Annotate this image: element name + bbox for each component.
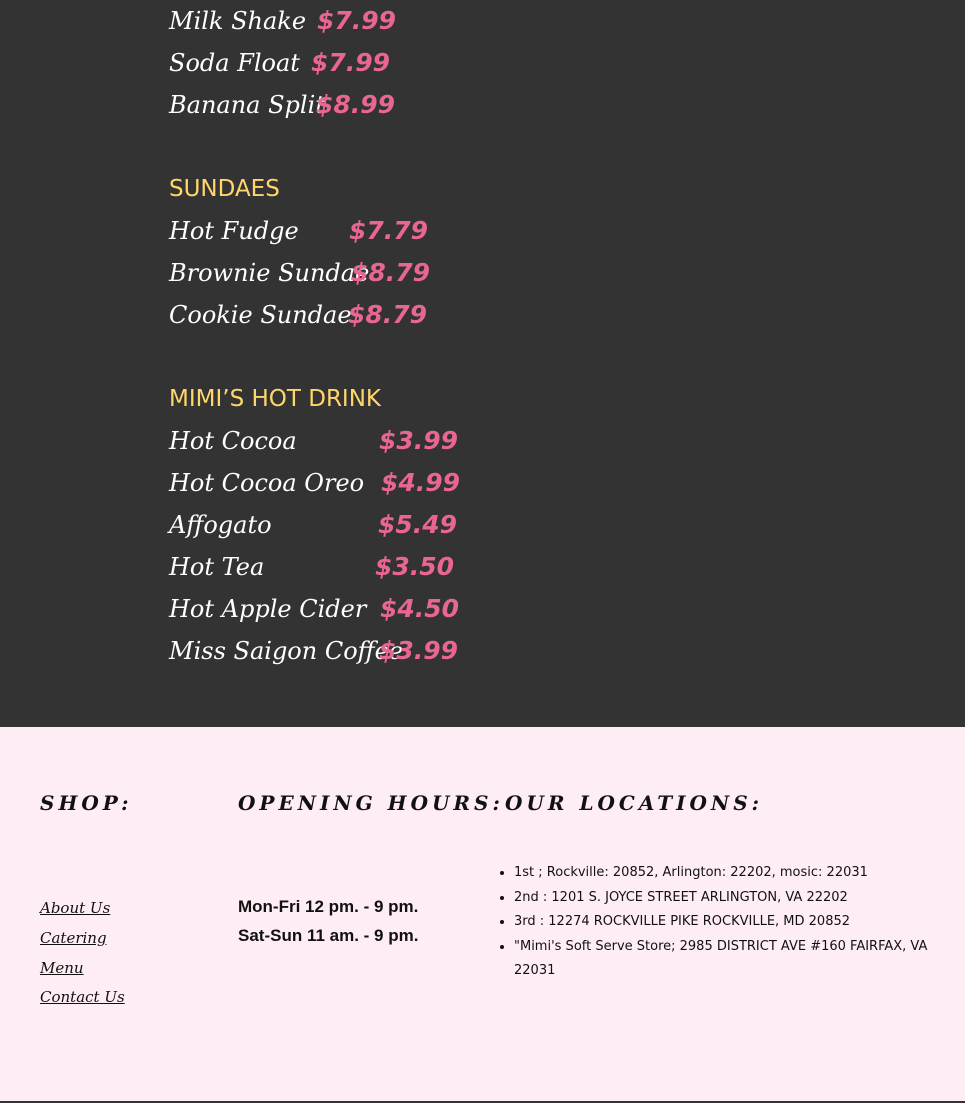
menu-item-name: Hot Tea <box>169 553 265 581</box>
nav-link-about-us[interactable]: About Us <box>40 899 111 917</box>
menu-item-name: Banana Split <box>169 91 325 119</box>
menu-item-name: Affogato <box>169 511 272 539</box>
sundaes-heading: SUNDAES <box>169 176 280 202</box>
menu-item-name: Hot Fudge <box>169 217 299 245</box>
menu-item-name: Miss Saigon Coffee <box>169 637 404 665</box>
menu-item-price: $7.79 <box>349 216 429 245</box>
menu-item-price: $8.79 <box>348 300 428 329</box>
locations-heading: OUR LOCATIONS: <box>505 791 764 815</box>
nav-link-catering[interactable]: Catering <box>40 929 107 947</box>
menu-item-price: $7.99 <box>311 48 391 77</box>
menu-item-price: $8.99 <box>316 90 396 119</box>
location-item: • 1st ; Rockville: 20852, Arlington: 22202, mosic: 22031 <box>514 861 944 886</box>
menu-item-name: Soda Float <box>169 49 300 77</box>
menu-item-price: $7.99 <box>317 6 397 35</box>
hours-weekday: Mon-Fri 12 pm. - 9 pm. <box>238 897 419 916</box>
location-item: • "Mimi's Soft Serve Store; 2985 DISTRICT AVE #160 FAIRFAX, VA 22031 <box>514 935 944 984</box>
menu-item-price: $8.79 <box>351 258 431 287</box>
opening-hours-heading: OPENING HOURS: <box>238 791 504 815</box>
locations-list <box>496 861 944 984</box>
menu-item-price: $4.99 <box>381 468 461 497</box>
nav-link-menu[interactable]: Menu <box>40 959 84 977</box>
menu-item-price: $5.49 <box>378 510 458 539</box>
nav-link-contact-us[interactable]: Contact Us <box>40 988 125 1006</box>
hours-weekend: Sat-Sun 11 am. - 9 pm. <box>238 926 419 945</box>
menu-item-name: Brownie Sundae <box>169 259 370 287</box>
location-item: • 2nd : 1201 S. JOYCE STREET ARLINGTON, VA 22202 <box>514 886 944 911</box>
menu-item-name: Hot Cocoa Oreo <box>169 469 365 497</box>
menu-item-price: $3.99 <box>379 426 459 455</box>
menu-item-price: $3.99 <box>379 636 459 665</box>
menu-item-name: Milk Shake <box>169 7 307 35</box>
menu-item-name: Hot Apple Cider <box>169 595 367 623</box>
menu-item-price: $4.50 <box>380 594 460 623</box>
drinks-heading: MIMI’S HOT DRINK <box>169 386 381 412</box>
menu-item-name: Cookie Sundae <box>169 301 352 329</box>
menu-item-name: Hot Cocoa <box>169 427 297 455</box>
footer <box>0 727 965 1103</box>
shop-heading: SHOP: <box>40 791 133 815</box>
location-item: • 3rd : 12274 ROCKVILLE PIKE ROCKVILLE, MD 20852 <box>514 910 944 935</box>
menu-item-price: $3.50 <box>375 552 455 581</box>
